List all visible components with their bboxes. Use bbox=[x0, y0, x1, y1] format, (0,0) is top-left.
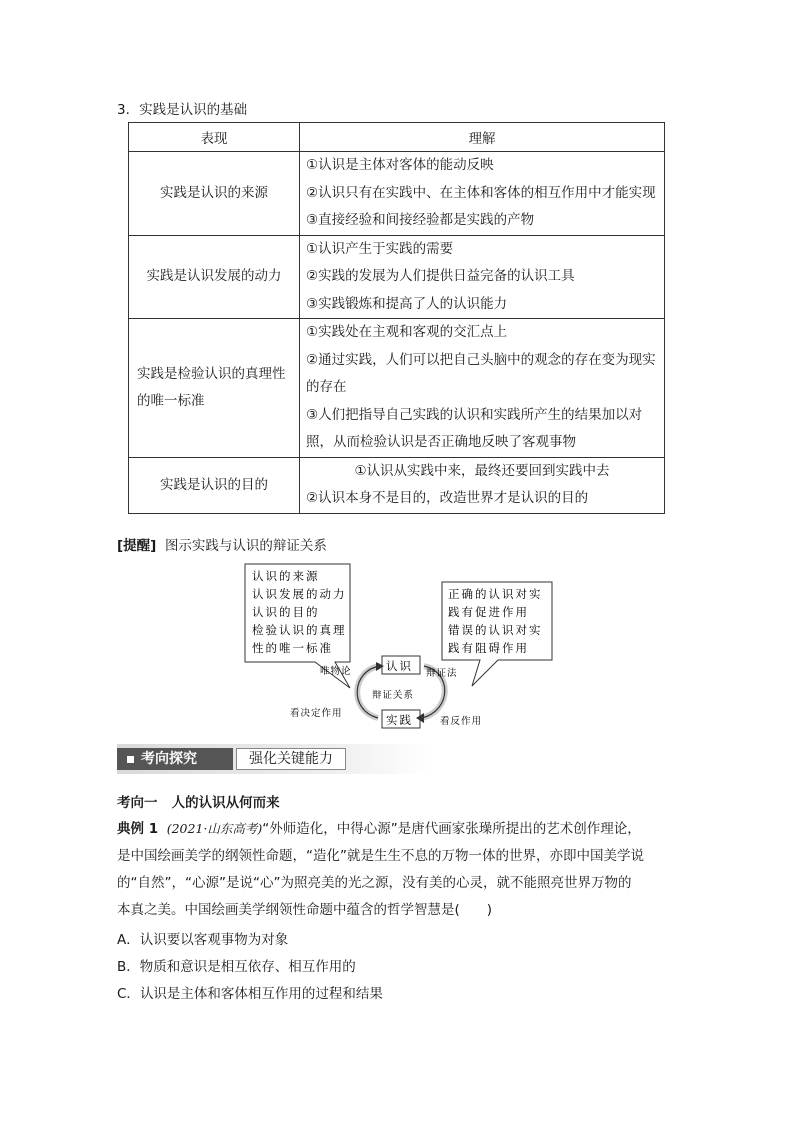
table-row bbox=[129, 235, 665, 319]
left-box-line: 性的唯一标准 bbox=[252, 641, 333, 655]
option-c bbox=[117, 981, 677, 1008]
row-point: ③人们把指导自己实践的认识和实践所产生的结果加以对照，从而检验认识是否正确地反映了客观事物 bbox=[306, 406, 643, 450]
banner-dark-tab bbox=[117, 748, 233, 770]
option-a bbox=[117, 927, 677, 954]
table-header: 表现 bbox=[129, 123, 300, 152]
row-point: ③实践锻炼和提高了人的认识能力 bbox=[306, 295, 508, 312]
example-paragraph bbox=[117, 815, 677, 924]
options-list bbox=[117, 927, 677, 1008]
row-point: ①认识从实践中来，最终还要回到实践中去 bbox=[354, 462, 610, 479]
right-box-line: 践有促进作用 bbox=[448, 605, 529, 619]
left-box-line: 检验认识的真理 bbox=[252, 623, 347, 637]
example-line: 本真之美。中国绘画美学纲领性命题中蕴含的哲学智慧是( ) bbox=[117, 902, 493, 918]
basis-table bbox=[128, 122, 665, 514]
row-point: ①实践处在主观和客观的交汇点上 bbox=[306, 324, 508, 340]
row-points bbox=[300, 235, 665, 319]
example-line: 是中国绘画美学的纲领性命题，“造化”就是生生不息的万物一体的世界，亦即中国美学说 bbox=[117, 848, 644, 864]
row-aspect: 实践是检验认识的真理性的唯一标准 bbox=[129, 319, 300, 458]
option-letter: B． bbox=[117, 959, 140, 975]
section-heading bbox=[117, 98, 247, 118]
table-header: 理解 bbox=[300, 123, 665, 152]
option-text: 认识是主体和客体相互作用的过程和结果 bbox=[139, 986, 383, 1002]
right-box-line: 践有阻碍作用 bbox=[448, 641, 529, 655]
option-letter: A． bbox=[117, 932, 140, 948]
row-aspect: 实践是认识的目的 bbox=[129, 457, 300, 513]
direction-label: 考向一 bbox=[117, 795, 158, 811]
example-source: (2021·山东高考) bbox=[166, 821, 263, 836]
row-points bbox=[300, 319, 665, 458]
row-point: ②通过实践，人们可以把自己头脑中的观念的存在变为现实的存在 bbox=[306, 351, 656, 395]
node-cognition-label: 认识 bbox=[386, 659, 413, 673]
direction-heading bbox=[117, 791, 280, 811]
example-text: “外师造化，中得心源”是唐代画家张璪所提出的艺术创作理论， bbox=[262, 821, 641, 837]
row-aspect: 实践是认识的来源 bbox=[129, 152, 300, 236]
square-bullet-icon bbox=[127, 756, 134, 763]
banner-light-tab: 强化关键能力 bbox=[236, 748, 346, 770]
section-banner bbox=[117, 744, 431, 774]
table-header-row bbox=[129, 123, 665, 152]
right-box-line: 正确的认识对实 bbox=[448, 587, 543, 601]
left-label: 唯物论 bbox=[320, 666, 352, 677]
row-points bbox=[300, 152, 665, 236]
table-row bbox=[129, 457, 665, 513]
node-practice-label: 实践 bbox=[386, 713, 413, 727]
tip-text: 图示实践与认识的辩证关系 bbox=[164, 538, 327, 554]
tip-line bbox=[117, 534, 327, 554]
bottom-right-label: 看反作用 bbox=[440, 716, 483, 727]
option-b bbox=[117, 954, 677, 981]
right-label: 辩证法 bbox=[426, 668, 458, 679]
row-aspect: 实践是认识发展的动力 bbox=[129, 235, 300, 319]
table-row bbox=[129, 319, 665, 458]
example-line: 的“自然”，“心源”是说“心”为照亮美的光之源，没有美的心灵，就不能照亮世界万物的 bbox=[117, 875, 632, 891]
bottom-left-label: 看决定作用 bbox=[290, 708, 343, 719]
center-label: 辩证关系 bbox=[372, 690, 415, 701]
row-point: ②认识本身不是目的，改造世界才是认识的目的 bbox=[306, 490, 589, 506]
row-point: ②认识只有在实践中、在主体和客体的相互作用中才能实现 bbox=[306, 184, 656, 201]
dialectic-diagram bbox=[240, 560, 560, 730]
row-point: ①认识产生于实践的需要 bbox=[306, 240, 454, 257]
example-label: 典例 1 bbox=[117, 821, 159, 837]
direction-title: 人的认识从何而来 bbox=[171, 795, 280, 811]
left-box-line: 认识的目的 bbox=[252, 605, 320, 619]
row-points bbox=[300, 457, 665, 513]
banner-dark-label: 考向探究 bbox=[141, 751, 197, 767]
tip-tag: [提醒] bbox=[117, 538, 157, 554]
option-text: 物质和意识是相互依存、相互作用的 bbox=[139, 959, 356, 975]
right-box-line: 错误的认识对实 bbox=[448, 623, 543, 637]
left-box-line: 认识的来源 bbox=[252, 569, 320, 583]
option-letter: C． bbox=[117, 986, 140, 1002]
section-title: 实践是认识的基础 bbox=[139, 102, 248, 118]
section-number: 3． bbox=[117, 102, 140, 118]
left-box-line: 认识发展的动力 bbox=[252, 587, 347, 601]
table-row bbox=[129, 152, 665, 236]
row-point: ①认识是主体对客体的能动反映 bbox=[306, 157, 494, 173]
row-point: ②实践的发展为人们提供日益完备的认识工具 bbox=[306, 268, 575, 284]
example-line bbox=[117, 815, 677, 843]
option-text: 认识要以客观事物为对象 bbox=[139, 932, 289, 948]
row-point: ③直接经验和间接经验都是实践的产物 bbox=[306, 212, 535, 228]
